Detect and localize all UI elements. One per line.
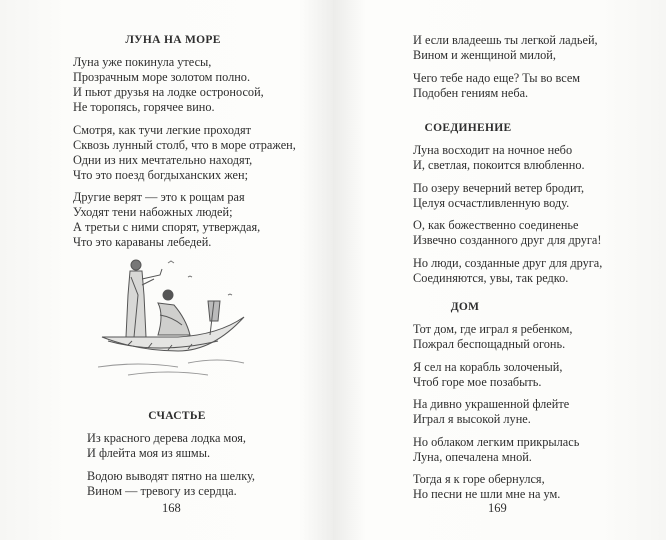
verse-line: О, как божественно соединенье — [413, 218, 579, 232]
verse-line: Чего тебе надо еще? Ты во всем — [413, 70, 581, 85]
poem-title: СЧАСТЬЕ — [148, 410, 206, 422]
poem-home — [413, 300, 643, 510]
stanza — [413, 322, 643, 352]
verse-line: Но люди, созданные друг для друга, — [413, 255, 603, 270]
verse-line: Сквозь лунный столб, что в море отражен, — [73, 137, 296, 152]
boat-illustration — [98, 255, 248, 380]
verse-line: По озеру вечерний ветер бродит, — [413, 180, 585, 195]
verse-line: Тот дом, где играл я ребенком, — [413, 322, 573, 336]
verse-line: Играл я высокой луне. — [413, 412, 531, 426]
verse-line: Из красного дерева лодка моя, — [87, 431, 246, 445]
stanza — [73, 122, 296, 183]
page-number: 169 — [488, 501, 507, 515]
verse-line: Пожрал беспощадный огонь. — [413, 337, 566, 351]
poem-title: ЛУНА НА МОРЕ — [125, 34, 221, 46]
verse-line: Чтоб горе мое позабыть. — [413, 374, 542, 389]
verse-line: Луна восходит на ночное небо — [413, 143, 573, 157]
verse-line: И флейта моя из яшмы. — [87, 446, 211, 460]
verse-line: Другие верят — это к рощам рая — [73, 190, 245, 204]
stanza — [413, 33, 643, 63]
verse-line: Одни из них мечтательно находят, — [73, 152, 253, 167]
verse-line: И если владеешь ты легкой ладьей, — [413, 33, 598, 47]
stanza — [413, 435, 643, 465]
stanza — [413, 256, 643, 286]
poem-union — [413, 121, 643, 293]
verse-line: Но облаком легким прикрылась — [413, 434, 580, 449]
verse-line: Что это поезд богдыханских жен; — [73, 167, 248, 182]
stanza — [413, 143, 643, 173]
stanza — [413, 218, 643, 248]
verse-line: Извечно созданного друг для друга! — [413, 233, 602, 247]
stanza — [413, 472, 643, 502]
verse-line: И пьют друзья на лодке остроносой, — [73, 85, 264, 99]
verse-line: Что это караваны лебедей. — [73, 235, 212, 249]
verse-line: Вином — тревогу из сердца. — [87, 483, 237, 498]
verse-line: Соединяются, увы, так редко. — [413, 270, 569, 285]
verse-line: На дивно украшенной флейте — [413, 397, 570, 411]
stanza — [73, 55, 283, 115]
stanza — [413, 360, 643, 390]
poem-happiness — [87, 409, 287, 506]
verse-line: Вином и женщиной милой, — [413, 48, 556, 62]
stanza — [413, 71, 643, 101]
verse-line: Луна уже покинула утесы, — [73, 55, 212, 69]
verse-line: Целуя осчастливленную воду. — [413, 195, 570, 210]
verse-line: Но песни не шли мне на ум. — [413, 487, 561, 501]
page-number: 168 — [162, 501, 181, 515]
verse-line: Луна, опечалена мной. — [413, 449, 532, 464]
poem-title: ДОМ — [450, 301, 480, 313]
stanza — [73, 190, 283, 250]
verse-line: Смотря, как тучи легкие проходят — [73, 122, 251, 137]
poem-moon-on-sea — [73, 33, 296, 258]
stanza — [413, 181, 643, 211]
verse-line: Водою выводят пятно на шелку, — [87, 468, 255, 483]
verse-line: Не торопясь, горячее вино. — [73, 100, 215, 114]
right-page — [333, 0, 666, 540]
poem-continuation — [413, 33, 643, 108]
verse-line: А третьи с ними спорят, утверждая, — [73, 220, 261, 234]
stanza — [87, 431, 287, 461]
verse-line: Тогда я к горе обернулся, — [413, 472, 545, 486]
poem-title: СОЕДИНЕНИЕ — [424, 122, 512, 134]
verse-line: И, светлая, покоится влюбленно. — [413, 158, 585, 172]
stanza — [87, 469, 287, 499]
verse-line: Прозрачным море золотом полно. — [73, 70, 251, 84]
verse-line: Уходят тени набожных людей; — [73, 205, 233, 219]
verse-line: Подобен гениям неба. — [413, 85, 529, 100]
stanza — [413, 397, 643, 427]
verse-line: Я сел на корабль золоченый, — [413, 359, 563, 374]
